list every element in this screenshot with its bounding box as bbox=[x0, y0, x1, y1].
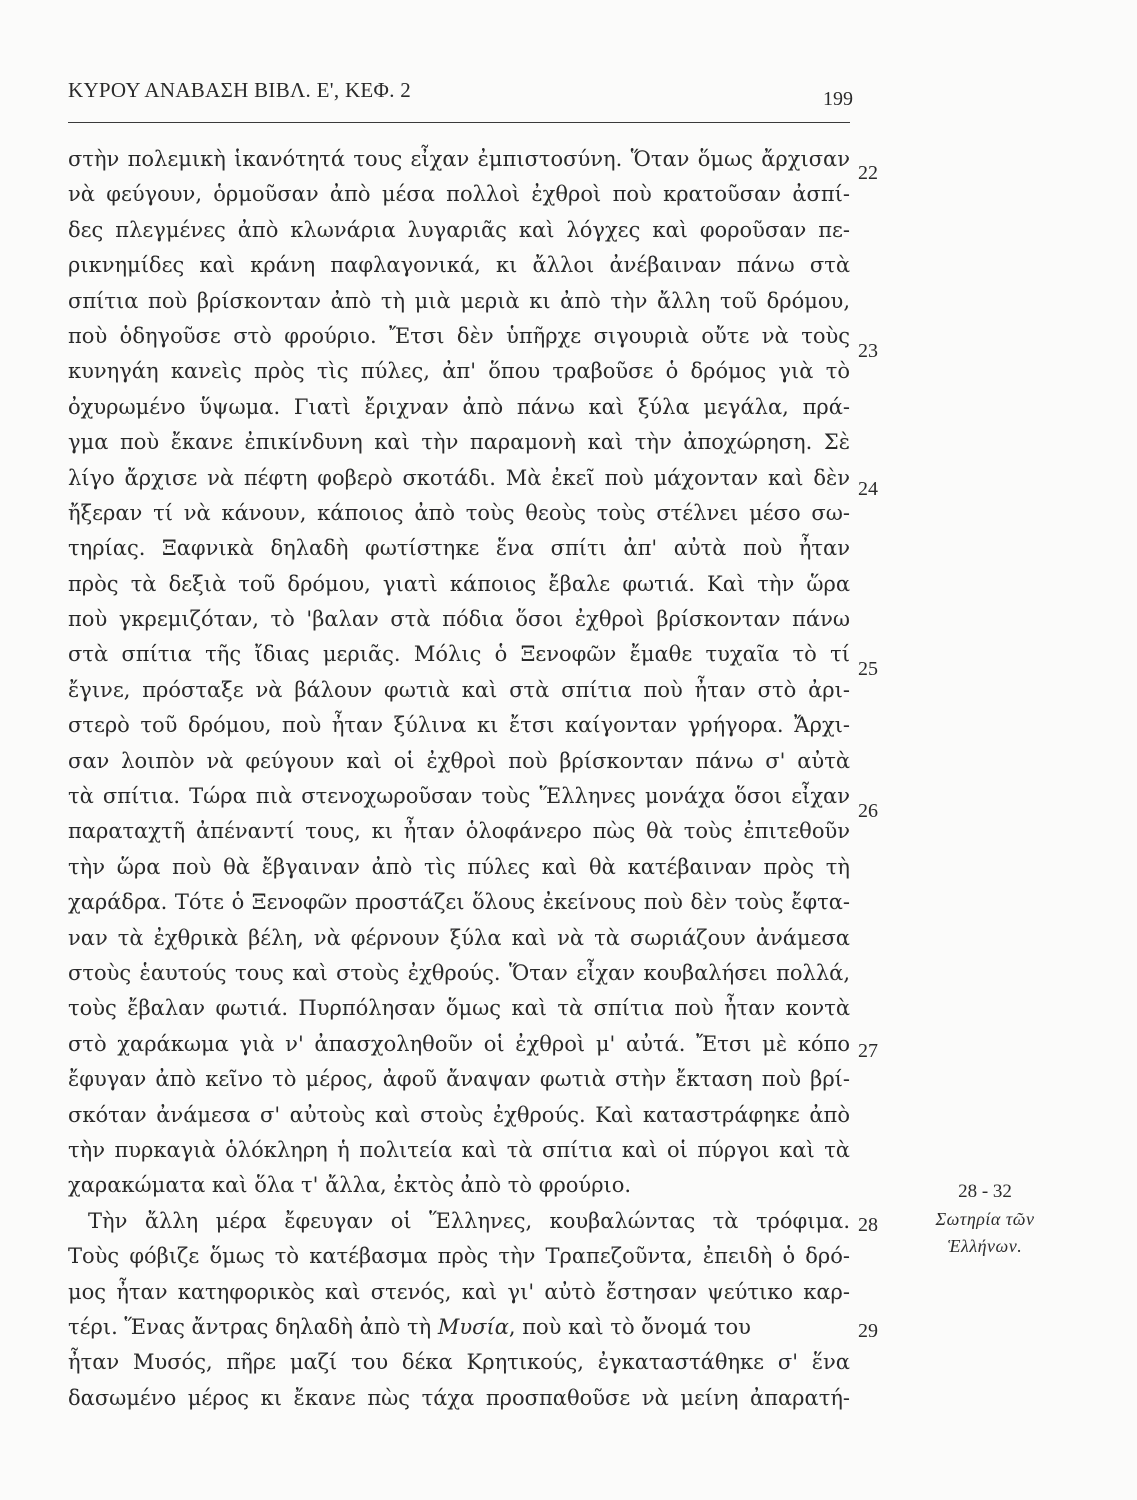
text-line: νὰ φεύγουν, ὁρμοῦσαν ἀπὸ μέσα πολλοὶ ἐχθροὶ ποὺ κρατοῦσαν ἀσπί- bbox=[68, 182, 850, 207]
margin-note-caption: Ἑλλήνων. bbox=[947, 1236, 1023, 1256]
text-line: ἦταν Μυσός, πῆρε μαζί του δέκα Κρητικούς, ἐγκαταστάθηκε σ' ἕνα bbox=[68, 1350, 850, 1375]
text-fragment: , ποὺ καὶ τὸ ὄνομά του bbox=[508, 1314, 751, 1339]
text-line: σπίτια ποὺ βρίσκονταν ἀπὸ τὴ μιὰ μεριὰ κι ἀπὸ τὴν ἄλλη τοῦ δρόμου, bbox=[68, 288, 850, 313]
page-number: 199 bbox=[823, 88, 853, 110]
text-line: μος ἦταν κατηφορικὸς καὶ στενός, καὶ γι' αὐτὸ ἔστησαν ψεύτικο καρ- bbox=[68, 1279, 850, 1304]
text-line: ρικνημίδες καὶ κράνη παφλαγονικά, κι ἄλλοι ἀνέβαιναν πάνω στὰ bbox=[68, 253, 850, 278]
text-line: ἔφυγαν ἀπὸ κεῖνο τὸ μέρος, ἀφοῦ ἄναψαν φωτιὰ στὴν ἔκταση ποὺ βρί- bbox=[68, 1067, 850, 1092]
running-title: ΚΥΡΟΥ ΑΝΑΒΑΣΗ ΒΙΒΛ. Ε', ΚΕΦ. 2 bbox=[68, 78, 412, 102]
text-line: στὸ χαράκωμα γιὰ ν' ἀπασχοληθοῦν οἱ ἐχθροὶ μ' αὐτά. Ἔτσι μὲ κόπο bbox=[68, 1031, 850, 1056]
text-line: στὴν πολεμικὴ ἱκανότητά τους εἶχαν ἐμπιστοσύνη. Ὅταν ὅμως ἄρχισαν bbox=[68, 147, 850, 171]
place-name-mysia: Μυσία bbox=[437, 1314, 509, 1339]
margin-note-range: 28 - 32 bbox=[958, 1181, 1012, 1202]
section-number: 26 bbox=[858, 800, 878, 822]
text-line: ναν τὰ ἐχθρικὰ βέλη, νὰ φέρνουν ξύλα καὶ νὰ τὰ σωριάζουν ἀνάμεσα bbox=[68, 925, 850, 950]
text-line: ποὺ ὁδηγοῦσε στὸ φρούριο. Ἔτσι δὲν ὑπῆρχε σιγουριὰ οὔτε νὰ τοὺς bbox=[68, 323, 850, 348]
text-line: λίγο ἄρχισε νὰ πέφτη φοβερὸ σκοτάδι. Μὰ ἐκεῖ ποὺ μάχονταν καὶ δὲν bbox=[68, 465, 850, 490]
text-line: κυνηγάη κανεὶς πρὸς τὶς πύλες, ἀπ' ὅπου τραβοῦσε ὁ δρόμος γιὰ τὸ bbox=[68, 359, 850, 384]
section-number: 25 bbox=[858, 658, 878, 680]
text-line: τὰ σπίτια. Τώρα πιὰ στενοχωροῦσαν τοὺς Ἕλληνες μονάχα ὅσοι εἶχαν bbox=[68, 784, 850, 809]
text-line: σαν λοιπὸν νὰ φεύγουν καὶ οἱ ἐχθροὶ ποὺ βρίσκονταν πάνω σ' αὐτὰ bbox=[68, 748, 850, 773]
text-line: παραταχτῆ ἀπέναντί τους, κι ἦταν ὁλοφάνερο πὼς θὰ τοὺς ἐπιτεθοῦν bbox=[68, 819, 850, 844]
section-number: 27 bbox=[858, 1040, 878, 1062]
margin-note bbox=[905, 1178, 1065, 1260]
section-number: 28 bbox=[858, 1214, 878, 1236]
text-line: τὴν πυρκαγιὰ ὁλόκληρη ἡ πολιτεία καὶ τὰ σπίτια καὶ οἱ πύργοι καὶ τὰ bbox=[68, 1137, 850, 1162]
text-line bbox=[68, 1310, 850, 1345]
text-line: ἔγινε, πρόσταξε νὰ βάλουν φωτιὰ καὶ στὰ σπίτια ποὺ ἦταν στὸ ἀρι- bbox=[68, 677, 850, 702]
text-body bbox=[68, 142, 850, 1416]
text-line: ποὺ γκρεμιζόταν, τὸ 'βαλαν στὰ πόδια ὅσοι ἐχθροὶ βρίσκονταν πάνω bbox=[68, 607, 850, 632]
text-fragment: τέρι. Ἕνας ἄντρας δηλαδὴ ἀπὸ τὴ bbox=[68, 1314, 438, 1339]
text-line: Τοὺς φόβιζε ὅμως τὸ κατέβασμα πρὸς τὴν Τραπεζοῦντα, ἐπειδὴ ὁ δρό- bbox=[68, 1244, 850, 1269]
text-line: ὀχυρωμένο ὕψωμα. Γιατὶ ἔριχναν ἀπὸ πάνω καὶ ξύλα μεγάλα, πρά- bbox=[68, 394, 850, 419]
section-number: 24 bbox=[858, 478, 878, 500]
text-line: τηρίας. Ξαφνικὰ δηλαδὴ φωτίστηκε ἕνα σπίτι ἀπ' αὐτὰ ποὺ ἦταν bbox=[68, 536, 850, 561]
text-line: δασωμένο μέρος κι ἔκανε πὼς τάχα προσπαθοῦσε νὰ μείνη ἀπαρατή- bbox=[68, 1385, 850, 1410]
section-number: 23 bbox=[858, 340, 878, 362]
text-line: ἤξεραν τί νὰ κάνουν, κάποιος ἀπὸ τοὺς θεοὺς τοὺς στέλνει μέσο σω- bbox=[68, 500, 850, 525]
text-line: γμα ποὺ ἔκανε ἐπικίνδυνη καὶ τὴν παραμονὴ καὶ τὴν ἀποχώρηση. Σὲ bbox=[68, 430, 850, 455]
text-line: στοὺς ἑαυτούς τους καὶ στοὺς ἐχθρούς. Ὅταν εἶχαν κουβαλήσει πολλά, bbox=[68, 960, 850, 985]
margin-note-caption: Σωτηρία τῶν bbox=[935, 1209, 1035, 1229]
text-line: πρὸς τὰ δεξιὰ τοῦ δρόμου, γιατὶ κάποιος ἔβαλε φωτιά. Καὶ τὴν ὥρα bbox=[68, 571, 850, 596]
text-line: τοὺς ἔβαλαν φωτιά. Πυρπόλησαν ὅμως καὶ τὰ σπίτια ποὺ ἦταν κοντὰ bbox=[68, 996, 850, 1021]
text-line: στερὸ τοῦ δρόμου, ποὺ ἦταν ξύλινα κι ἔτσι καίγονταν γρήγορα. Ἄρχι- bbox=[68, 713, 850, 738]
section-number: 29 bbox=[858, 1320, 878, 1342]
running-head bbox=[68, 78, 853, 114]
text-line: χαρακώματα καὶ ὅλα τ' ἄλλα, ἐκτὸς ἀπὸ τὸ φρούριο. bbox=[68, 1173, 632, 1198]
section-number: 22 bbox=[858, 162, 878, 184]
text-line: στὰ σπίτια τῆς ἴδιας μεριᾶς. Μόλις ὁ Ξενοφῶν ἔμαθε τυχαῖα τὸ τί bbox=[68, 642, 850, 667]
text-line: τὴν ὥρα ποὺ θὰ ἔβγαιναν ἀπὸ τὶς πύλες καὶ θὰ κατέβαιναν πρὸς τὴ bbox=[68, 854, 850, 879]
text-line: χαράδρα. Τότε ὁ Ξενοφῶν προστάζει ὅλους ἐκείνους ποὺ δὲν τοὺς ἔφτα- bbox=[68, 890, 850, 915]
text-line: δες πλεγμένες ἀπὸ κλωνάρια λυγαριᾶς καὶ λόγχες καὶ φοροῦσαν πε- bbox=[68, 217, 850, 242]
text-line: σκόταν ἀνάμεσα σ' αὐτοὺς καὶ στοὺς ἐχθρούς. Καὶ καταστράφηκε ἀπὸ bbox=[68, 1102, 850, 1127]
text-line: Τὴν ἄλλη μέρα ἔφευγαν οἱ Ἕλληνες, κουβαλώντας τὰ τρόφιμα. bbox=[88, 1208, 850, 1233]
header-rule bbox=[68, 122, 850, 123]
